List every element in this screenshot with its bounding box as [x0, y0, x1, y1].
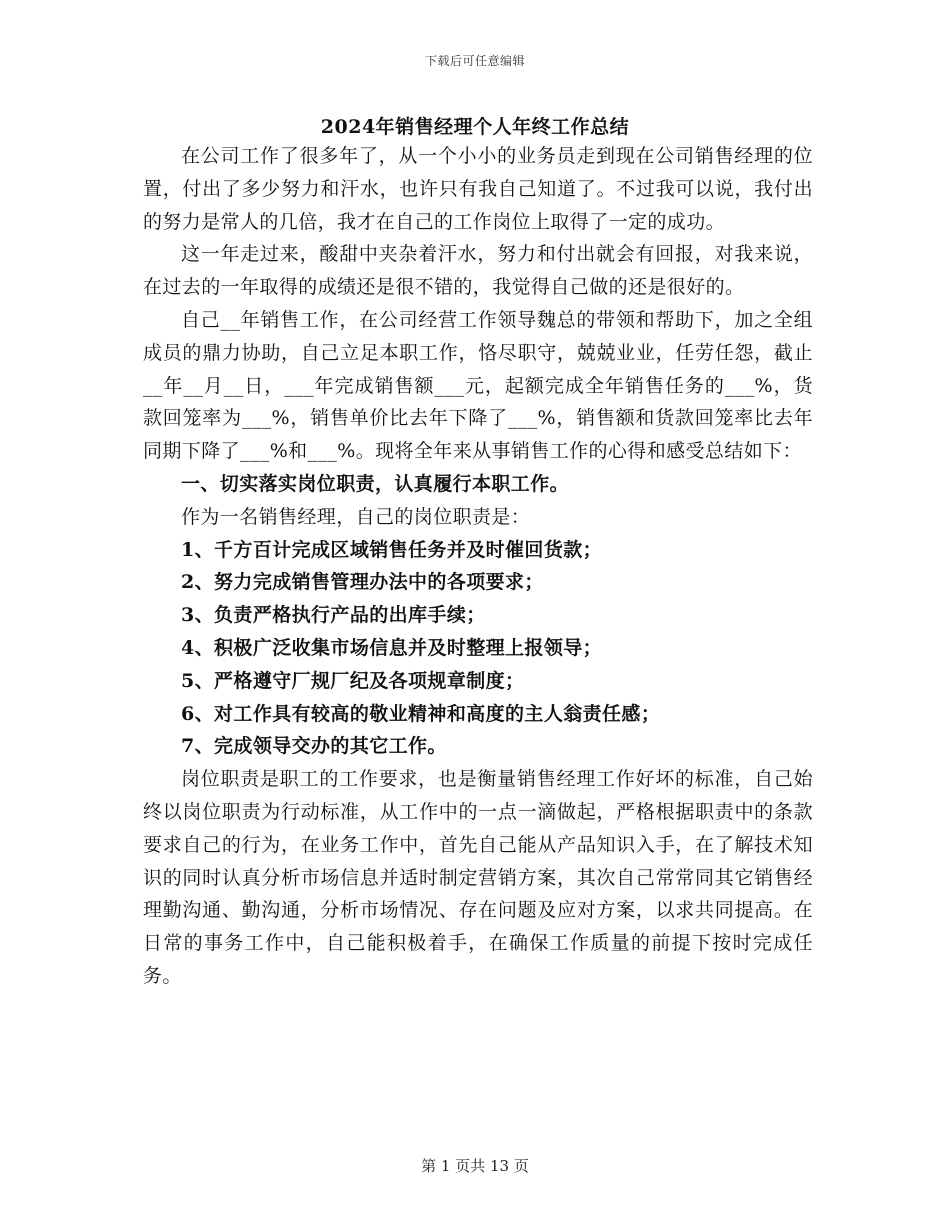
duty-item: 3、负责严格执行产品的出库手续；: [181, 604, 486, 627]
document-body: [143, 140, 813, 993]
duty-item: 6、对工作具有较高的敬业精神和高度的主人翁责任感；: [181, 702, 661, 725]
paragraph-year-review: 这一年走过来，酸甜中夹杂着汗水，努力和付出就会有回报，对我来说，在过去的一年取得的成绩还是很不错的，我觉得自己做的还是很好的。: [143, 243, 813, 299]
duty-item: 4、积极广泛收集市场信息并及时整理上报领导；: [181, 636, 603, 659]
duty-item: 5、严格遵守厂规厂纪及各项规章制度；: [181, 669, 525, 692]
page-header-note: 下载后可任意编辑: [424, 54, 525, 68]
paragraph-intro: 在公司工作了很多年了，从一个小小的业务员走到现在公司销售经理的位置，付出了多少努力和汗水，也许只有我自己知道了。不过我可以说，我付出的努力是常人的几倍，我才在自己的工作岗位上取得了一定的成功。: [143, 145, 813, 233]
duty-item: 2、努力完成销售管理办法中的各项要求；: [181, 571, 544, 594]
duty-item: 1、千方百计完成区域销售任务并及时催回货款；: [181, 538, 603, 561]
paragraph-closing: 岗位职责是职工的工作要求，也是衡量销售经理工作好坏的标准，自己始终以岗位职责为行动标准，从工作中的一点一滴做起，严格根据职责中的条款要求自己的行为，在业务工作中，首先自己能从产品知识入手，在了解技术知识的同时认真分析市场信息并适时制定营销方案，其次自己常常同其它销售经理勤沟通、勤沟通，分析市场情况、存在问题及应对方案，以求共同提高。在日常的事务工作中，自己能积极着手，在确保工作质量的前提下按时完成任务。: [143, 768, 813, 987]
duty-item: 7、完成领导交办的其它工作。: [181, 735, 447, 758]
document-title: 2024年销售经理个人年终工作总结: [320, 116, 630, 138]
paragraph-sales-results: 自己__年销售工作，在公司经营工作领导魏总的带领和帮助下，加之全组成员的鼎力协助，自己立足本职工作，恪尽职守，兢兢业业，任劳任怨，截止__年__月__日，___年完成销售额___元，起额完成全年销售任务的___%，货款回笼率为___%，销售单价比去年下降了___%，销售额和货款回笼率比去年同期下降了___%和___%。现将全年来从事销售工作的心得和感受总结如下：: [143, 308, 813, 463]
section-heading-1: 一、切实落实岗位职责，认真履行本职工作。: [181, 472, 570, 495]
page-number: 第 1 页共 13 页: [421, 1157, 529, 1175]
section-intro: 作为一名销售经理，自己的岗位职责是：: [181, 505, 531, 528]
